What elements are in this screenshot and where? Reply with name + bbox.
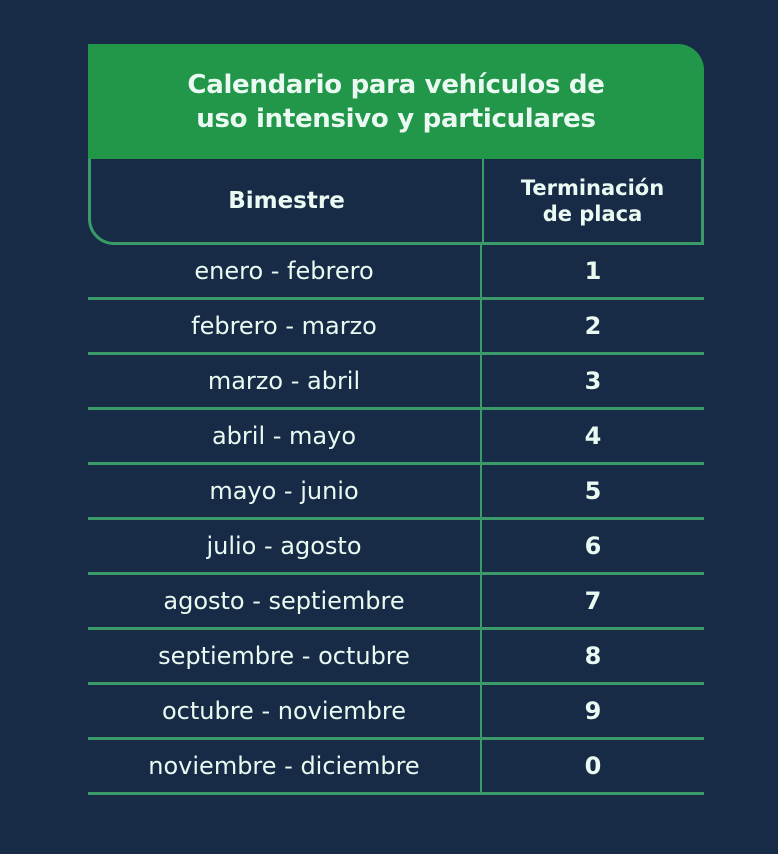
table-row [88,300,704,355]
title-line-2: uso intensivo y particulares [196,103,596,134]
cell-placa: 6 [584,532,602,560]
cell-bimestre: noviembre - diciembre [88,740,482,792]
table-row [88,520,704,575]
header-terminacion-placa [484,159,701,242]
cell-bimestre: mayo - junio [88,465,482,517]
cell-placa: 1 [584,257,602,285]
calendar-table [88,44,704,795]
cell-placa: 0 [584,752,602,780]
cell-bimestre: marzo - abril [88,355,482,407]
cell-placa: 4 [584,422,602,450]
table-row [88,685,704,740]
cell-bimestre: octubre - noviembre [88,685,482,737]
table-row [88,575,704,630]
cell-bimestre: agosto - septiembre [88,575,482,627]
cell-bimestre: julio - agosto [88,520,482,572]
cell-bimestre: febrero - marzo [88,300,482,352]
header-terminacion-line-2: de placa [542,201,643,226]
cell-placa: 5 [584,477,602,505]
cell-placa: 7 [584,587,602,615]
cell-bimestre: abril - mayo [88,410,482,462]
table-row [88,740,704,795]
title-line-1: Calendario para vehículos de [187,69,605,100]
cell-placa: 3 [584,367,602,395]
cell-placa: 2 [584,312,602,340]
table-row [88,465,704,520]
column-header-row [88,159,704,245]
header-bimestre: Bimestre [91,159,484,242]
table-row [88,630,704,685]
header-terminacion-line-1: Terminación [520,175,665,200]
cell-bimestre: enero - febrero [88,245,482,297]
cell-placa: 9 [584,697,602,725]
table-row [88,245,704,300]
table-row [88,355,704,410]
table-title [88,44,704,159]
table-row [88,410,704,465]
table-body [88,245,704,795]
cell-bimestre: septiembre - octubre [88,630,482,682]
cell-placa: 8 [584,642,602,670]
